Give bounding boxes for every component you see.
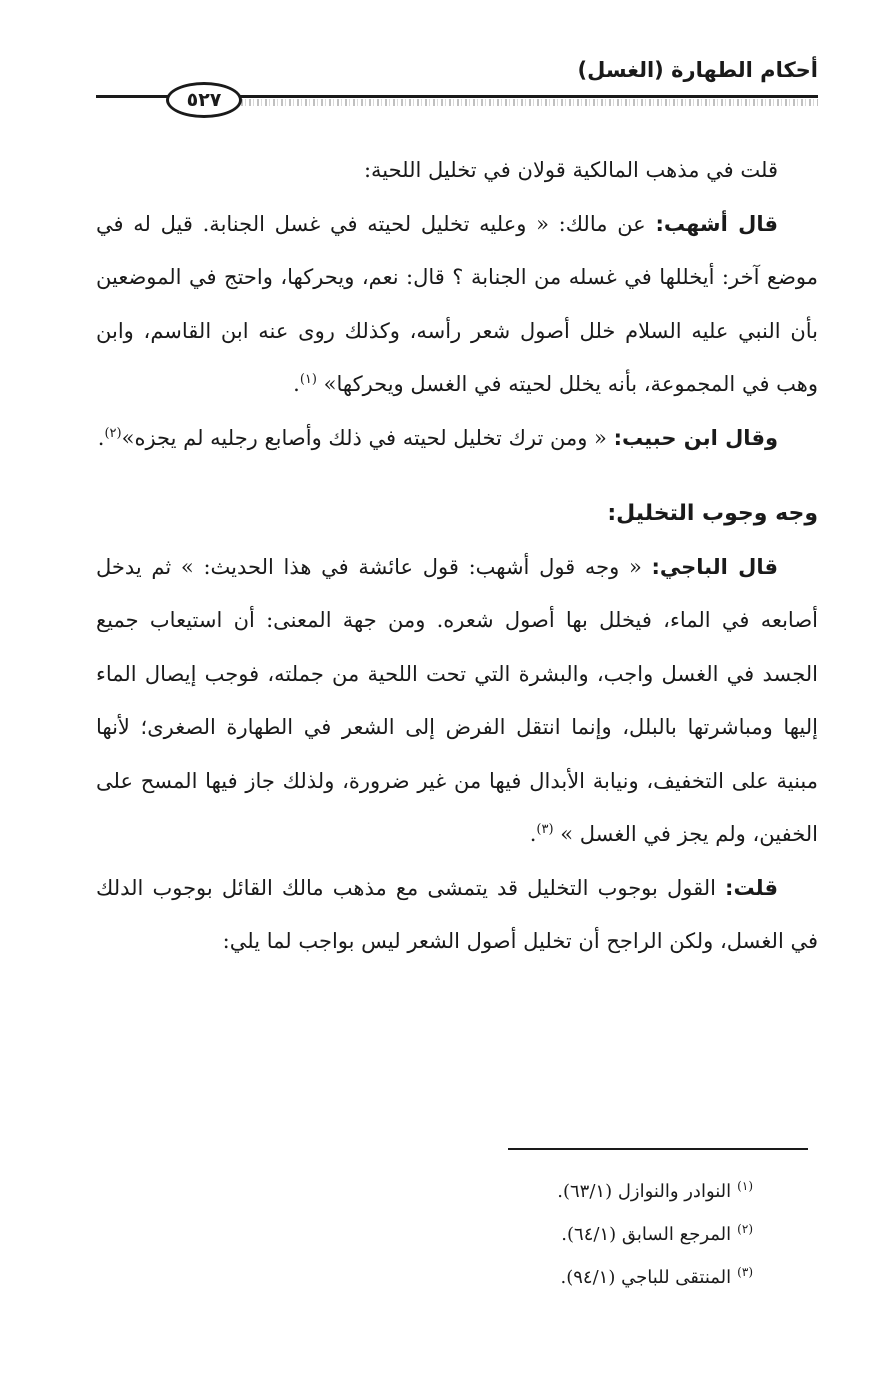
footnote-number: (١) <box>737 1179 753 1193</box>
footnote-number: (٢) <box>737 1222 753 1236</box>
main-text <box>96 144 818 969</box>
footnote-text: المنتقى للباجي (٩٤/١). <box>560 1267 732 1288</box>
header-rule-ornament <box>233 99 818 106</box>
speaker-label: قال أشهب: <box>655 211 778 236</box>
footnote-text: النوادر والنوازل (٦٣/١). <box>557 1181 732 1202</box>
paragraph-text: القول بوجوب التخليل قد يتمشى مع مذهب مالك القائل بوجوب الدلك في الغسل، ولكن الراجح أن تخليل أصول الشعر ليس بواجب لما يلي: <box>96 875 818 953</box>
paragraph-end: . <box>293 372 300 396</box>
footnote-ref-1[interactable]: (١) <box>299 372 317 387</box>
paragraph-text: قلت في مذهب المالكية قولان في تخليل اللحية: <box>363 158 778 182</box>
footnote-number: (٣) <box>737 1265 753 1279</box>
footnote-3 <box>153 1256 753 1299</box>
paragraph-ibn-habib <box>96 412 818 466</box>
footnote-text: المرجع السابق (٦٤/١). <box>561 1224 732 1245</box>
speaker-label: قال الباجي: <box>651 554 778 579</box>
paragraph-baji <box>96 541 818 862</box>
speaker-label: وقال ابن حبيب: <box>613 425 778 450</box>
footnote-ref-3[interactable]: (٣) <box>536 822 554 837</box>
page-number-badge: ٥٢٧ <box>166 82 242 118</box>
running-header <box>96 52 818 122</box>
footnote-separator <box>508 1148 808 1150</box>
section-title: وجه وجوب التخليل: <box>607 501 818 526</box>
header-title: أحكام الطهارة (الغسل) <box>577 58 818 82</box>
paragraph-end: . <box>97 425 105 450</box>
paragraph-text: « وجه قول أشهب: قول عائشة في هذا الحديث: » ثم يدخل أصابعه في الماء، فيخلل بها أصول شعره. ومن جهة المعنى: أن استيعاب جميع الجسد في الغسل واجب، والبشرة التي تحت اللحية من جملته، فوجب إيصال الماء إليها ومباشرتها بالبلل، وإنما انتقل الفرض إلى الشعر في الطهارة الصغرى؛ لأنها مبنية على التخفيف، ونيابة الأبدال فيها من غير ضرورة، ولذلك جاز فيها المسح على الخفين، ولم يجز في الغسل » <box>96 554 818 846</box>
paragraph-intro <box>96 144 818 198</box>
paragraph-text: « ومن ترك تخليل لحيته في ذلك وأصابع رجليه لم يجزه» <box>121 425 614 450</box>
paragraph-text: عن مالك: « وعليه تخليل لحيته في غسل الجنابة. قيل له في موضع آخر: أيخللها في غسله من الجنابة ؟ قال: نعم، ويحركها، واحتج في الموضعين بأن النبي عليه السلام خلل أصول شعر رأسه، وكذلك روى عنه ابن القاسم، وابن وهب في المجموعة، بأنه يخلل لحيته في الغسل ويحركها» <box>96 211 818 396</box>
paragraph-ashhab <box>96 198 818 412</box>
footnote-ref-2[interactable]: (٢) <box>104 425 122 441</box>
footnotes <box>153 1170 753 1299</box>
paragraph-end: . <box>529 822 537 846</box>
footnote-2 <box>153 1213 753 1256</box>
paragraph-author-note <box>96 862 818 969</box>
speaker-label: قلت: <box>725 875 778 900</box>
footnote-1 <box>153 1170 753 1213</box>
